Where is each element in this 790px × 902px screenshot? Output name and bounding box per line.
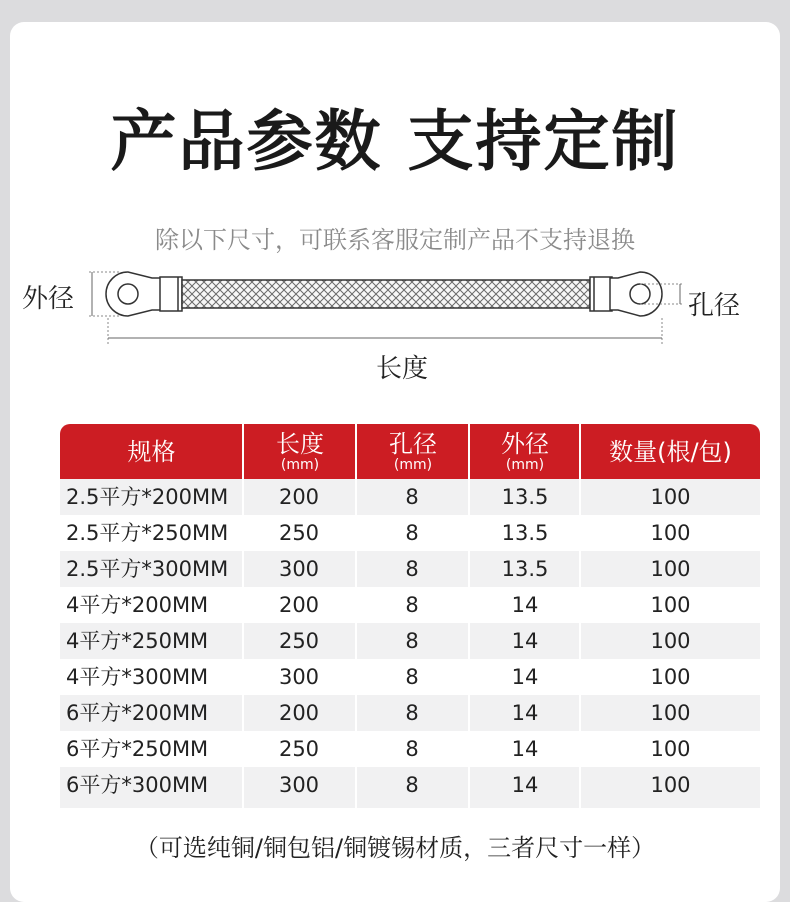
table-row: 2.5平方*200MM 200 8 13.5 100 [60,479,760,515]
table-header [60,424,760,479]
table-row: 2.5平方*300MM 300 8 13.5 100 [60,551,760,587]
outer-diameter-label: 外径 [22,284,75,314]
page-title: 产品参数 支持定制 [110,103,680,180]
table-row: 4平方*250MM 250 8 14 100 [60,623,760,659]
custom-note: 除以下尺寸，可联系客服定制产品不支持退换 [155,226,635,254]
material-note: （可选纯铜/铜包铝/铜镀锡材质，三者尺寸一样） [134,834,656,862]
table-row: 6平方*200MM 200 8 14 100 [60,695,760,731]
header-length: 长度 (mm) [276,429,324,473]
header-hole-diameter: 孔径 (mm) [389,429,437,473]
cable-diagram [0,262,790,352]
spec-table [60,424,760,808]
header-outer-diameter: 外径 (mm) [501,429,549,473]
hole-diameter-label: 孔径 [688,291,741,321]
table-row: 2.5平方*250MM 250 8 13.5 100 [60,515,760,551]
braided-cable [182,280,590,308]
header-quantity: 数量(根/包) [609,437,732,466]
table-body [60,479,760,808]
length-label: 长度 [376,354,429,384]
table-row: 6平方*250MM 250 8 14 100 [60,731,760,767]
header-spec: 规格 [127,437,176,466]
table-row: 6平方*300MM 300 8 14 100 [60,767,760,808]
right-lug-hole-icon [630,284,650,304]
left-lug-hole-icon [118,284,138,304]
table-row: 4平方*300MM 300 8 14 100 [60,659,760,695]
table-row: 4平方*200MM 200 8 14 100 [60,587,760,623]
